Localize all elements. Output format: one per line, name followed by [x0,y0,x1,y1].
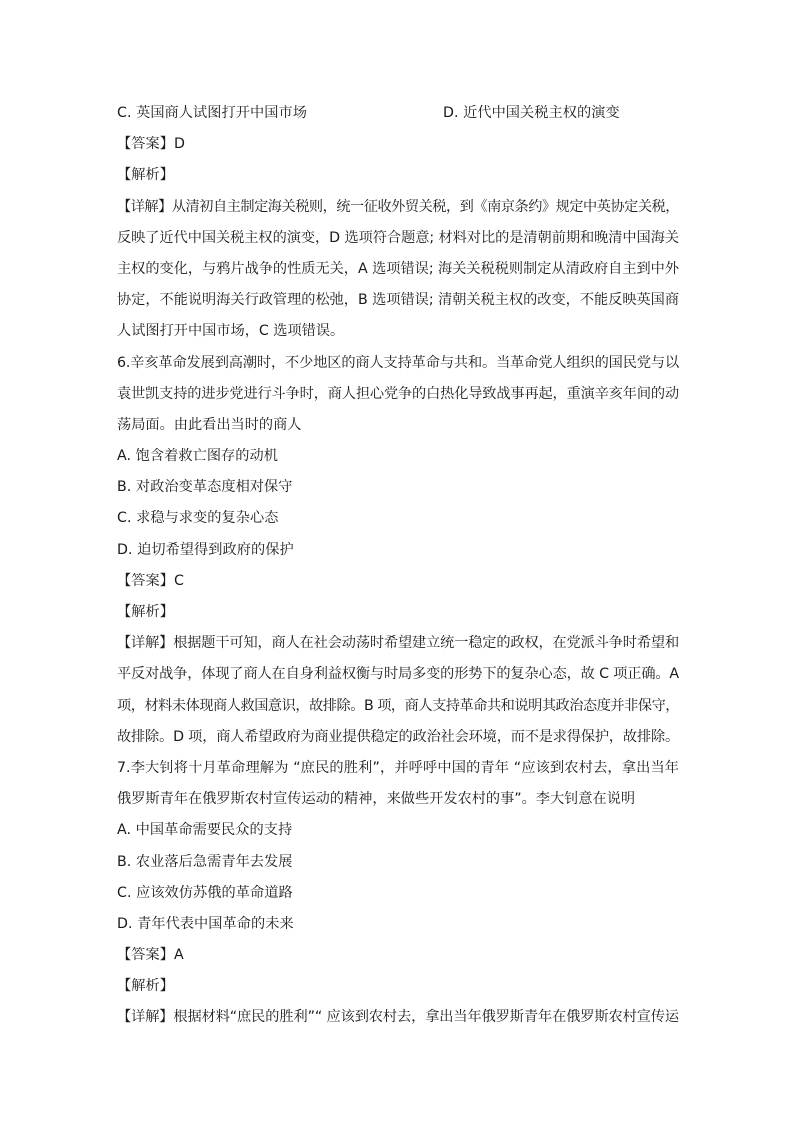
q6-detail-line: 平反对战争，体现了商人在自身利益权衡与时局多变的形势下的复杂心态，故 C 项正确。A [117,666,679,683]
q5-option-c: C. 英国商人试图打开中国市场 [117,105,307,121]
q6-detail-line: 【详解】根据题干可知，商人在社会动荡时希望建立统一稳定的政权，在党派斗争时希望和 [117,635,679,652]
q5-answer: 【答案】D [117,136,185,153]
q7-analysis-heading: 【解析】 [117,978,174,995]
q7-detail-line: 【详解】根据材料“庶民的胜利”“ 应该到农村去，拿出当年俄罗斯青年在俄罗斯农村宣传运 [117,1009,679,1026]
q7-option-b: B. 农业落后急需青年去发展 [117,853,293,870]
document-page [117,98,679,1034]
q6-option-a: A. 饱含着救亡图存的动机 [117,448,279,465]
q5-detail-line: 主权的变化，与鸦片战争的性质无关，A 选项错误; 海关关税税则制定从清政府自主到中外 [117,260,679,277]
q5-options-row [117,98,679,129]
q7-stem-line: 俄罗斯青年在俄罗斯农村宣传运动的精神，来做些开发农村的事”。李大钊意在说明 [117,791,636,808]
q7-option-c: C. 应该效仿苏俄的革命道路 [117,884,293,901]
q5-detail-line: 协定，不能说明海关行政管理的松弛，B 选项错误; 清朝关税主权的改变，不能反映英国商 [117,292,679,309]
q7-option-a: A. 中国革命需要民众的支持 [117,822,293,839]
q5-option-d: D. 近代中国关税主权的演变 [443,105,620,121]
q6-detail-line: 故排除。D 项，商人希望政府为商业提供稳定的政治社会环境，而不是求得保护，故排除。 [117,728,679,745]
q6-answer: 【答案】C [117,572,184,589]
q7-stem-line: 7.李大钊将十月革命理解为 “庶民的胜利”，并呼呼中国的青年 “应该到农村去，拿出当年 [117,759,679,776]
q6-analysis-heading: 【解析】 [117,604,174,620]
q6-stem-line: 袁世凯支持的进步党进行斗争时，商人担心党争的白热化导致战事再起，重演辛亥年间的动 [117,385,679,402]
q6-detail-line: 项，材料未体现商人救国意识，故排除。B 项，商人支持革命共和说明其政治态度并非保守， [117,697,679,714]
q5-detail-line: 反映了近代中国关税主权的演变，D 选项符合题意; 材料对比的是清朝前期和晚清中国海关 [117,229,679,246]
q5-analysis-heading: 【解析】 [117,167,174,184]
q5-detail-line: 【详解】从清初自主制定海关税则，统一征收外贸关税，到《南京条约》规定中英协定关税， [117,198,679,215]
q5-detail-line: 人试图打开中国市场，C 选项错误。 [117,323,345,340]
q7-option-d: D. 青年代表中国革命的未来 [117,915,294,932]
q6-stem-line: 6.辛亥革命发展到高潮时，不少地区的商人支持革命与共和。当革命党人组织的国民党与以 [117,354,679,371]
q7-answer: 【答案】A [117,947,184,964]
q6-option-c: C. 求稳与求变的复杂心态 [117,510,279,527]
q6-option-b: B. 对政治变革态度相对保守 [117,479,293,496]
q6-option-d: D. 迫切希望得到政府的保护 [117,541,294,558]
q6-stem-line: 荡局面。由此看出当时的商人 [117,416,302,433]
